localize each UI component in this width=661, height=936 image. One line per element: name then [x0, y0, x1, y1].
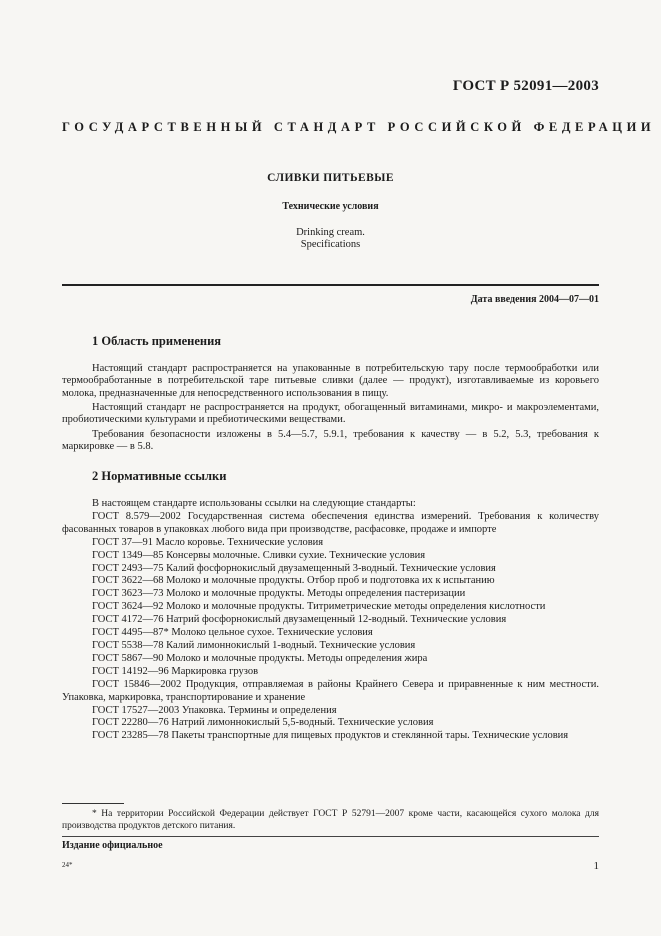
paragraph-text: Настоящий стандарт распространяется на упакованные в потребительскую тару после термообработки или термообработанные в потребительской таре питьевые сливки (далее — продукт), изготавливаемые из коровьего молока, предназначенные для непосредственного использования в пищу.	[62, 363, 599, 399]
header-divider	[62, 284, 599, 286]
edition-divider	[62, 836, 599, 837]
paragraph-text: Настоящий стандарт не распространяется на продукт, обогащенный витаминами, микро- и макроэлементами, пробиотическими культурами и пребиотическими веществами.	[62, 402, 599, 426]
list-item: ГОСТ 23285—78 Пакеты транспортные для пищевых продуктов и стеклянной тары. Технические условия	[92, 730, 569, 742]
list-item: ГОСТ 5538—78 Калий лимоннокислый 1-водный. Технические условия	[92, 639, 416, 651]
footnote: * На территории Российской Федерации действует ГОСТ Р 52791—2007 кроме части, касающейся сухого молока для производства продуктов детского питания.	[62, 809, 599, 831]
section-1-paragraph-3	[62, 429, 599, 454]
list-item: ГОСТ 3622—68 Молоко и молочные продукты. Отбор проб и подготовка их к испытанию	[92, 575, 495, 587]
document-title: СЛИВКИ ПИТЬЕВЫЕ	[267, 172, 394, 184]
section-1-paragraph-2	[62, 402, 599, 427]
edition-label: Издание официальное	[62, 840, 163, 851]
list-item: ГОСТ 15846—2002 Продукция, отправляемая в районы Крайнего Севера и приравненные к ним местности. Упаковка, маркировка, транспортирование и хранение	[62, 678, 599, 703]
document-code: ГОСТ Р 52091—2003	[452, 78, 599, 94]
section-1-paragraph-1	[62, 363, 599, 400]
normative-references-list	[62, 498, 599, 743]
list-item: ГОСТ 14192—96 Маркировка грузов	[92, 665, 259, 677]
english-title-line-1: Drinking cream.	[296, 227, 365, 238]
list-item: ГОСТ 3623—73 Молоко и молочные продукты. Методы определения пастеризации	[92, 588, 466, 600]
print-mark: 24*	[62, 861, 73, 869]
list-item: ГОСТ 8.579—2002 Государственная система обеспечения единства измерений. Требования к количеству фасованных товаров в упаковках любого вида при производстве, расфасовке, продаже и импорте	[62, 510, 599, 535]
list-item: ГОСТ 3624—92 Молоко и молочные продукты. Титриметрические методы определения кислотности	[92, 601, 546, 613]
list-item: ГОСТ 22280—76 Натрий лимоннокислый 5,5-водный. Технические условия	[92, 717, 434, 729]
list-item: В настоящем стандарте использованы ссылки на следующие стандарты:	[92, 498, 416, 509]
list-item: ГОСТ 4495—87* Молоко цельное сухое. Технические условия	[92, 627, 373, 639]
list-item: ГОСТ 1349—85 Консервы молочные. Сливки сухие. Технические условия	[92, 549, 426, 561]
list-item: ГОСТ 5867—90 Молоко и молочные продукты. Методы определения жира	[92, 652, 428, 664]
list-item: ГОСТ 4172—76 Натрий фосфорнокислый двузамещенный 12-водный. Технические условия	[92, 614, 507, 626]
introduction-date: Дата введения 2004—07—01	[470, 294, 599, 305]
document-subtitle: Технические условия	[282, 201, 379, 212]
list-item: ГОСТ 2493—75 Калий фосфорнокислый двузамещенный 3-водный. Технические условия	[92, 562, 496, 574]
section-2-heading: 2 Нормативные ссылки	[92, 469, 227, 483]
list-item: ГОСТ 17527—2003 Упаковка. Термины и определения	[92, 704, 337, 716]
standard-header: ГОСУДАРСТВЕННЫЙ СТАНДАРТ РОССИЙСКОЙ ФЕДЕРАЦИИ	[62, 120, 656, 134]
list-item: ГОСТ 37—91 Масло коровье. Технические условия	[92, 536, 324, 548]
english-title-line-2: Specifications	[300, 239, 361, 250]
page-number: 1	[593, 860, 599, 872]
footnote-divider	[62, 803, 124, 804]
section-1-heading: 1 Область применения	[92, 334, 222, 348]
paragraph-text: Требования безопасности изложены в 5.4—5.7, 5.9.1, требования к качеству — в 5.2, 5.3, требования к маркировке — в 5.8.	[62, 429, 599, 453]
